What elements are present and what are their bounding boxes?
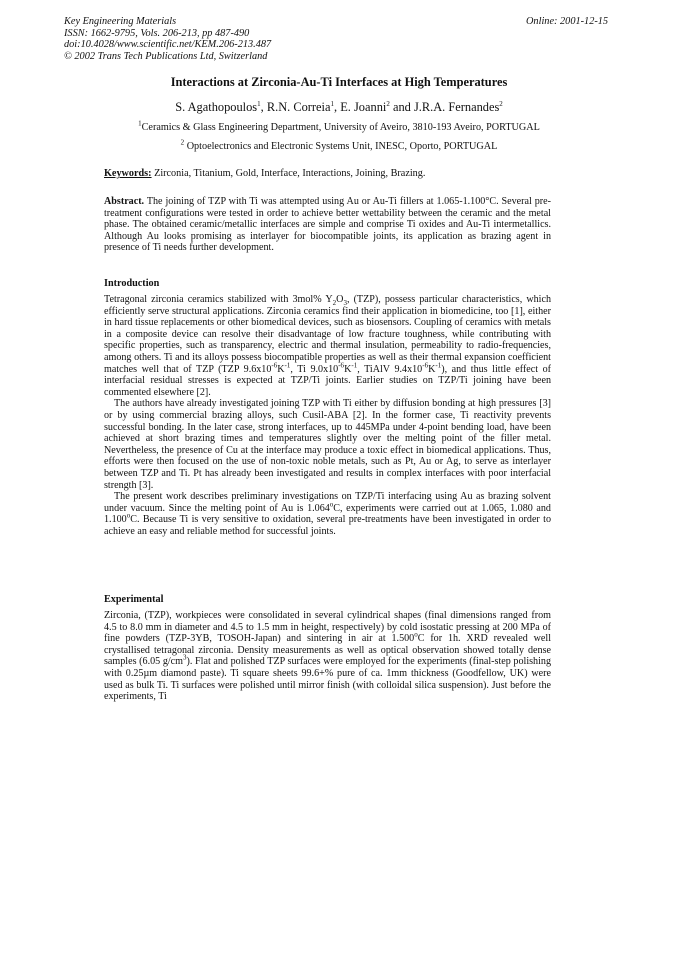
- author-conjunction: and: [389, 100, 414, 114]
- author-4-mark: 2: [499, 99, 503, 108]
- online-date: Online: 2001-12-15: [526, 16, 609, 27]
- experimental-heading: Experimental: [104, 594, 164, 605]
- author-2: R.N. Correia: [266, 100, 331, 114]
- author-2-mark: 1: [330, 99, 335, 108]
- abstract-label: Abstract.: [104, 196, 145, 207]
- affiliation-1-text: Ceramics & Glass Engineering Department, University of Aveiro, 3810-193 Aveiro, PORTUGAL: [141, 122, 540, 133]
- affiliation-1: [0, 119, 678, 133]
- author-1-mark: 1: [257, 99, 261, 108]
- journal-header: [64, 16, 271, 62]
- intro-paragraph-3: The present work describes preliminary investigations on TZP/Ti interfacing using Au as brazing solvent under vacuum. Since the melting point of Au is 1.064$^o$C, experiments were carried out at 1.065, 1.080 and 1.100$^o$C. Because Ti is very sensitive to oxidation, several pre-treatments have been investigated in order to achieve an easy and reliable method for successful joints.: [104, 491, 551, 537]
- experimental-body: [104, 610, 551, 703]
- introduction-heading: Introduction: [104, 278, 160, 289]
- author-separator: ,: [334, 100, 341, 114]
- introduction-body: [104, 294, 551, 537]
- abstract: [104, 196, 551, 254]
- copyright-line: © 2002 Trans Tech Publications Ltd, Switzerland: [64, 50, 268, 62]
- issn-line: ISSN: 1662-9795, Vols. 206-213, pp 487-490: [64, 27, 250, 39]
- keywords-text: Zirconia, Titanium, Gold, Interface, Interactions, Joining, Brazing.: [151, 168, 426, 179]
- keywords-label: Keywords:: [104, 168, 152, 179]
- author-1: S. Agathopoulos: [175, 100, 258, 114]
- paper-title: Interactions at Zirconia-Au-Ti Interfaces at High Temperatures: [170, 75, 508, 89]
- affiliation-2: [0, 138, 678, 152]
- exp-paragraph-1: Zirconia, (TZP), workpieces were consolidated in several cylindrical shapes (final dimensions ranged from 4.5 to 8.0 mm in diameter and 4.5 to 1.5 mm in height, respectively) by cold isostatic pressing at 200 MPa of fine powders (TZP-3YB, TOSOH-Japan) and sintering in air at 1.500$^o$C for 1h. XRD revealed well crystallised tetragonal zirconia. Density measurements as well as optical observation showed totally dense samples (6.05 $g/cm^3$). Flat and polished TZP surfaces were employed for the experiments (final-step polishing with 0.25µm diamond paste). Ti square sheets 99.6+% pure of ca. 1mm thickness (Goodfellow, UK) were used as bulk Ti. Ti surfaces were polished until mirror finish (with colloidal silica suspension). Just before the experiments, Ti: [104, 610, 551, 703]
- author-3: E. Joanni: [340, 100, 387, 114]
- affiliation-2-text: Optoelectronics and Electronic Systems Unit, INESC, Oporto, PORTUGAL: [184, 141, 498, 152]
- abstract-text: The joining of TZP with Ti was attempted using Au or Au-Ti fillers at 1.065-1.100°C. Several pre-treatment configurations were tested in order to achieve better wettability between the ceramic and the metal phase. The obtained ceramic/metallic interfaces are simple and comprise Ti oxides and Au-Ti intermetallics. Although Au looks promising as interlayer for biocompatible joints, its application as brazing agent in presence of Ti needs further development.: [104, 196, 551, 254]
- author-list: [0, 100, 678, 115]
- author-separator: ,: [260, 100, 267, 114]
- journal-name: Key Engineering Materials: [64, 16, 177, 27]
- doi-line: doi:10.4028/www.scientific.net/KEM.206-213.487: [64, 39, 272, 51]
- intro-paragraph-2: The authors have already investigated joining TZP with Ti either by diffusion bonding at high pressures [3] or by using commercial brazing alloys, such Cusil-ABA [2]. In the former case, Ti reactivity prevents successful bonding. In the later case, strong interfaces, up to 445MPa under 4-point bending load, have been achieved at short brazing times and temperatures slightly over the melting point of the filler metal. Nevertheless, the presence of Cu at the interface may produce a toxic effect in biomedical applications. Thus, efforts were then focused on the use of non-toxic noble metals, such as Pt, Au or Ag, to serve as interlayer between TZP and Ti. Pt has already been investigated and results in complex interfaces with poor interfacial strength [3].: [104, 398, 551, 491]
- affiliation-1-mark: 1: [138, 119, 142, 128]
- affiliation-2-mark: 2: [180, 138, 185, 147]
- keywords: [104, 168, 425, 179]
- author-3-mark: 2: [386, 99, 390, 108]
- author-4: J.R.A. Fernandes: [413, 100, 500, 114]
- intro-paragraph-1: Tetragonal zirconia ceramics stabilized with 3mol% $Y_2O_3$, (TZP), possess particular characteristics, which efficiently serve structural applications. Zirconia ceramics find their application in biomedicine, too [1], either in hard tissue replacements or other biomedical devices, such as biosensors. Coupling of ceramics with metals in a composite device can resolve their disadvantage of low fracture toughness, while contributing with specific properties, such as transparency, electric and thermal insulation, permeability to radio-frequencies, among others. Ti and its alloys possess biocompatible properties as well as their thermal expansion coefficient matches well that of TZP (TZP $9.6x10^{-6}K^{-1}$, Ti $9.0x10^{-6}K^{-1}$, TiAlV $9.4x10^{-6}K^{-1}$), and thus little effect of interfacial residual stresses is expected at TZP/Ti joints. Earlier studies on TZP/Ti joining have been commented elsewhere [2].: [104, 294, 552, 398]
